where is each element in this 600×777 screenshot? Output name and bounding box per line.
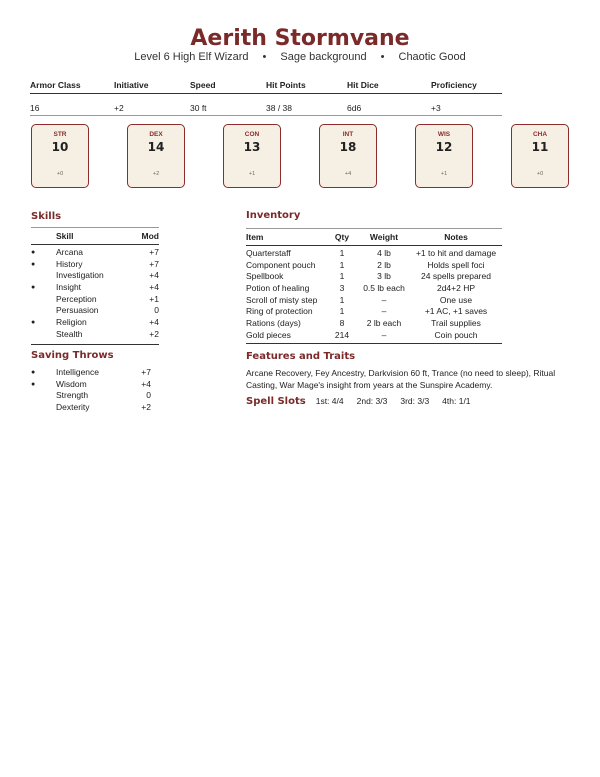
item-qty: 1 [339,306,345,317]
ability-box-int [319,124,377,188]
skill-column-header: Skill [56,231,74,241]
skill-row [31,270,159,282]
inventory-row [246,306,502,318]
skill-mod: +4 [149,282,159,293]
ability-box-con [223,124,281,188]
saving-throws-section [31,350,151,414]
spell-slot-level-3: 3rd: 3/3 [400,396,430,406]
save-name: Intelligence [56,367,100,377]
item-notes: 2d4+2 HP [436,283,476,294]
item-name: Spellbook [246,271,284,282]
skill-mod: +7 [149,258,159,269]
skill-name: Investigation [56,270,104,281]
item-name: Scroll of misty step [246,294,318,305]
save-name: Strength [56,390,89,401]
save-mod: 0 [146,390,151,401]
stat-header: Speed [190,80,216,90]
save-row [31,367,151,379]
skill-row [31,329,159,341]
item-weight: – [381,294,387,305]
ability-box-str [31,124,89,188]
stat-header: Initiative [114,80,149,90]
background: Sage background [280,51,367,63]
item-weight: 3 lb [377,271,391,282]
skill-name: Persuasion [56,305,99,316]
ability-abbr: DEX [149,131,163,138]
item-qty: 1 [339,259,345,270]
ability-abbr: STR [53,131,67,138]
item-qty: 214 [334,329,350,340]
notes-column-header: Notes [444,232,468,242]
item-name: Rations (days) [246,318,301,329]
skill-row [31,305,159,317]
ability-mod: +1 [440,171,448,177]
save-mod: +2 [141,402,151,413]
inventory-row [246,318,502,330]
skill-row [31,317,159,329]
proficiency-value: +3 [431,103,441,113]
spell-slot-level-2: 2nd: 3/3 [356,396,388,406]
skill-mod: 0 [154,305,159,316]
proficiency-bullet: ● [31,380,36,388]
spell-slots-heading: Spell Slots [246,396,306,407]
skill-row [31,294,159,306]
inventory-row [246,295,502,307]
skills-heading: Skills [31,211,62,222]
skill-name: Religion [56,317,87,328]
item-weight: 0.5 lb each [363,283,405,294]
item-notes: One use [439,294,473,305]
item-qty: 1 [339,294,345,305]
skills-section [31,211,159,345]
skill-name: Stealth [56,328,83,339]
save-mod: +7 [141,367,151,377]
proficiency-bullet: ● [31,369,36,376]
item-notes: Coin pouch [434,329,478,340]
item-weight: – [381,329,387,340]
ability-abbr: CON [244,131,260,138]
proficiency-bullet: ● [31,284,36,292]
inventory-heading: Inventory [246,210,301,221]
save-mod: +4 [141,378,151,389]
hit-dice-value: 6d6 [347,103,362,113]
skill-name: History [56,258,83,269]
item-name: Ring of protection [246,306,313,317]
ability-score: 10 [51,140,69,154]
hit-points-value: 38 / 38 [266,103,292,113]
ability-mod: +0 [536,171,544,177]
stat-header: Proficiency [431,80,477,90]
item-name: Gold pieces [246,329,291,340]
save-row [31,379,151,391]
item-qty: 1 [339,271,345,282]
table-rule [31,344,159,345]
item-qty: 1 [339,248,345,258]
ability-mod: +0 [56,171,64,177]
skill-mod: +4 [149,270,159,281]
ability-abbr: WIS [437,131,451,138]
item-weight: 4 lb [377,248,391,258]
spell-slot-level-4: 4th: 1/1 [442,396,471,406]
skill-name: Arcana [56,247,83,257]
ability-box-cha [511,124,569,188]
item-weight: 2 lb [377,259,391,270]
ability-mod: +4 [344,171,352,177]
ability-mod: +1 [248,171,256,177]
core-stats-table [30,80,502,116]
initiative-value: +2 [114,103,124,113]
qty-column-header: Qty [334,232,350,242]
features-section [246,351,576,391]
stat-header: Hit Points [266,80,306,90]
ability-score: 12 [435,140,453,154]
ability-score: 13 [243,140,261,154]
skill-name: Perception [56,293,97,304]
separator: • [262,51,267,63]
separator: • [380,51,385,63]
skill-mod: +7 [149,247,159,257]
ability-box-dex [127,124,185,188]
item-weight: 2 lb each [366,318,402,329]
stats-value-row [30,94,502,116]
skill-mod: +2 [149,328,159,339]
item-notes: Trail supplies [431,318,481,329]
inventory-section [246,210,502,344]
speed-value: 30 ft [190,103,207,113]
item-qty: 3 [339,283,345,294]
ability-score: 18 [339,140,357,154]
inventory-header-row [246,228,502,246]
skill-mod: +4 [149,317,159,328]
character-subtitle [0,51,600,63]
mod-column-header: Mod [141,231,159,241]
inventory-row [246,260,502,272]
stats-header-row [30,80,502,94]
skill-name: Insight [56,282,82,293]
skill-row [31,282,159,294]
item-notes: +1 to hit and damage [415,248,497,258]
features-text: Arcane Recovery, Fey Ancestry, Darkvision 60 ft, Trance (no need to sleep), Ritual Casting, War Mage's insight from years at the Sunspire Academy. [246,368,556,390]
skill-row [31,259,159,271]
alignment: Chaotic Good [398,51,466,63]
inventory-row [246,283,502,295]
item-notes: 24 spells prepared [421,271,491,282]
skill-row [31,247,159,259]
ability-score: 11 [531,140,549,154]
item-column-header: Item [246,232,264,242]
ability-box-wis [415,124,473,188]
inventory-rows [246,246,502,344]
class-line: Level 6 High Elf Wizard [134,51,249,63]
inventory-row [246,248,502,260]
ability-score: 14 [147,140,165,154]
skill-mod: +1 [149,293,159,304]
saving-throws-heading: Saving Throws [31,350,114,361]
spell-slots-section [246,396,484,407]
armor-class-value: 16 [30,103,40,113]
inventory-row [246,271,502,283]
spell-slot-level-1: 1st: 4/4 [315,396,344,406]
save-name: Dexterity [56,402,90,413]
ability-abbr: CHA [532,131,548,138]
item-notes: Holds spell foci [427,259,485,270]
weight-column-header: Weight [369,232,399,242]
save-name: Wisdom [56,378,87,389]
stat-header: Hit Dice [347,80,379,90]
ability-abbr: INT [342,131,354,138]
item-name: Potion of healing [246,283,310,294]
skills-header-row [31,227,159,245]
inventory-row [246,330,502,342]
stat-header: Armor Class [30,80,81,90]
skills-rows [31,245,159,341]
save-row [31,402,151,414]
character-name: Aerith Stormvane [190,26,410,51]
proficiency-bullet: ● [31,249,36,256]
ability-mod: +2 [152,171,160,177]
item-name: Component pouch [246,259,316,270]
item-qty: 8 [339,318,345,329]
features-heading: Features and Traits [246,351,356,362]
proficiency-bullet: ● [31,319,36,327]
proficiency-bullet: ● [31,260,36,268]
item-name: Quarterstaff [246,248,291,258]
item-notes: +1 AC, +1 saves [424,306,488,317]
item-weight: – [381,306,387,317]
save-row [31,390,151,402]
